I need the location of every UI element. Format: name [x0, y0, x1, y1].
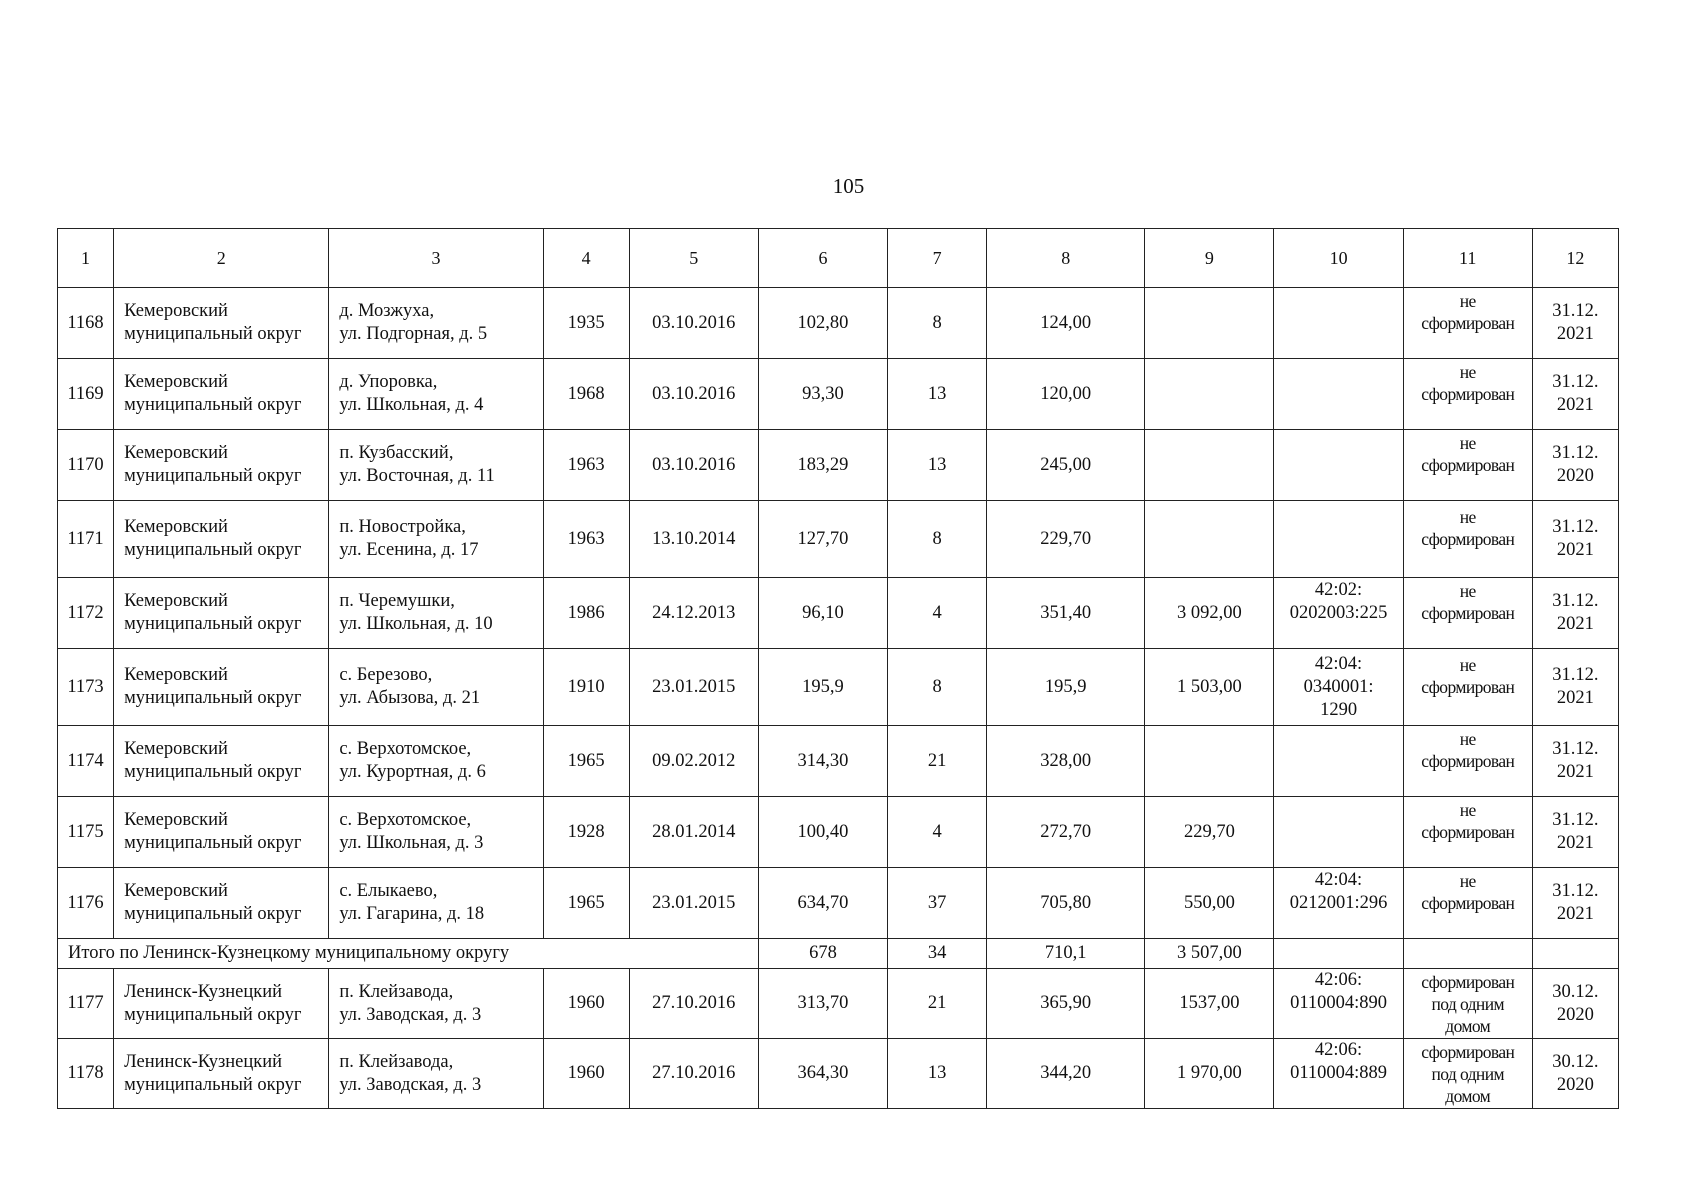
row-number: 1178	[58, 1039, 114, 1109]
cadastral-cell	[1274, 288, 1403, 359]
date-cell: 23.01.2015	[629, 649, 758, 726]
value-cell-7: 21	[888, 726, 987, 797]
cell-line: ул. Гагарина, д. 18	[339, 904, 485, 924]
status-cell	[1403, 1039, 1532, 1109]
address-cell	[329, 649, 543, 726]
status-cell	[1403, 969, 1532, 1039]
cell-line: сформирован	[1421, 603, 1515, 623]
table-row	[58, 969, 1619, 1039]
value-cell-9: 229,70	[1145, 797, 1274, 868]
due-date-cell	[1532, 969, 1618, 1039]
cell-line: 42:04:	[1314, 869, 1363, 890]
value-cell-8: 365,90	[987, 969, 1145, 1039]
column-header: 2	[114, 229, 329, 288]
value-cell-9	[1145, 501, 1274, 578]
district-cell: Кемеровский муниципальный округ	[114, 578, 329, 649]
value-cell-8: 120,00	[987, 359, 1145, 430]
value-cell-9: 1537,00	[1145, 969, 1274, 1039]
value-cell-6: 100,40	[758, 797, 887, 868]
table-row	[58, 578, 1619, 649]
district-cell: Ленинск-Кузнецкий муниципальный округ	[114, 969, 329, 1039]
status-cell	[1403, 359, 1532, 430]
total-value-6: 678	[758, 939, 887, 969]
column-header: 1	[58, 229, 114, 288]
address-cell	[329, 969, 543, 1039]
cell-line: не	[1459, 507, 1476, 527]
value-cell-6: 102,80	[758, 288, 887, 359]
date-cell: 23.01.2015	[629, 868, 758, 939]
due-date-cell	[1532, 359, 1618, 430]
value-cell-7: 8	[888, 501, 987, 578]
district-cell: Кемеровский муниципальный округ	[114, 359, 329, 430]
table-row	[58, 1039, 1619, 1109]
year-cell: 1963	[543, 430, 629, 501]
value-cell-8: 344,20	[987, 1039, 1145, 1109]
cell-line: 42:04:	[1314, 653, 1363, 674]
header-row	[58, 229, 1619, 288]
cell-line: ул. Школьная, д. 3	[339, 833, 484, 853]
cell-line: сформирован	[1421, 893, 1515, 913]
cadastral-cell	[1274, 578, 1403, 649]
cell-line: 2021	[1556, 762, 1594, 782]
cell-line: с. Елыкаево,	[339, 881, 438, 901]
value-cell-7: 4	[888, 797, 987, 868]
address-cell	[329, 797, 543, 868]
cell-line: ул. Подгорная, д. 5	[339, 324, 488, 344]
year-cell: 1968	[543, 359, 629, 430]
column-header: 7	[888, 229, 987, 288]
value-cell-8: 245,00	[987, 430, 1145, 501]
table-body	[58, 229, 1619, 1109]
cell-line: 2021	[1556, 833, 1594, 853]
value-cell-9: 3 092,00	[1145, 578, 1274, 649]
cell-line: 31.12.	[1552, 739, 1599, 759]
table-row	[58, 726, 1619, 797]
value-cell-6: 183,29	[758, 430, 887, 501]
district-cell: Ленинск-Кузнецкий муниципальный округ	[114, 1039, 329, 1109]
value-cell-9: 550,00	[1145, 868, 1274, 939]
total-value-8: 710,1	[987, 939, 1145, 969]
cell-line: 0212001:296	[1289, 892, 1388, 913]
status-cell	[1403, 430, 1532, 501]
empty-cell	[1403, 939, 1532, 969]
address-cell	[329, 501, 543, 578]
value-cell-7: 8	[888, 288, 987, 359]
register-table	[57, 228, 1619, 1109]
cell-line: 2020	[1556, 466, 1594, 486]
due-date-cell	[1532, 649, 1618, 726]
status-cell	[1403, 288, 1532, 359]
cell-line: ул. Заводская, д. 3	[339, 1004, 482, 1025]
date-cell: 24.12.2013	[629, 578, 758, 649]
table-row	[58, 797, 1619, 868]
date-cell: 28.01.2014	[629, 797, 758, 868]
due-date-cell	[1532, 1039, 1618, 1109]
status-cell	[1403, 649, 1532, 726]
cell-line: под одним	[1431, 1063, 1504, 1084]
value-cell-8: 328,00	[987, 726, 1145, 797]
cell-line: п. Новостройка,	[339, 517, 466, 537]
value-cell-6: 127,70	[758, 501, 887, 578]
cell-line: сформирован	[1421, 751, 1515, 771]
cell-line: 42:02:	[1314, 579, 1363, 600]
due-date-cell	[1532, 288, 1618, 359]
value-cell-9: 1 503,00	[1145, 649, 1274, 726]
cell-line: д. Упоровка,	[339, 372, 438, 392]
table-row	[58, 868, 1619, 939]
value-cell-7: 4	[888, 578, 987, 649]
cell-line: сформирован	[1421, 384, 1515, 404]
district-cell: Кемеровский муниципальный округ	[114, 797, 329, 868]
due-date-cell	[1532, 726, 1618, 797]
cell-line: не	[1459, 433, 1476, 453]
cell-line: 2021	[1556, 324, 1594, 344]
address-cell	[329, 1039, 543, 1109]
cell-line: с. Березово,	[339, 665, 433, 685]
cell-line: ул. Школьная, д. 4	[339, 395, 484, 415]
value-cell-6: 195,9	[758, 649, 887, 726]
value-cell-6: 634,70	[758, 868, 887, 939]
cell-line: сформирован	[1421, 455, 1515, 475]
cell-line: 31.12.	[1552, 372, 1599, 392]
cell-line: 1290	[1320, 699, 1358, 720]
row-number: 1176	[58, 868, 114, 939]
value-cell-7: 13	[888, 1039, 987, 1109]
cell-line: не	[1459, 362, 1476, 382]
cell-line: 2021	[1556, 395, 1594, 415]
district-cell: Кемеровский муниципальный округ	[114, 726, 329, 797]
due-date-cell	[1532, 430, 1618, 501]
date-cell: 13.10.2014	[629, 501, 758, 578]
cell-line: 31.12.	[1552, 881, 1599, 901]
cell-line: 42:06:	[1314, 1040, 1363, 1060]
address-cell	[329, 359, 543, 430]
cell-line: ул. Абызова, д. 21	[339, 688, 481, 708]
column-header: 11	[1403, 229, 1532, 288]
value-cell-7: 37	[888, 868, 987, 939]
value-cell-8: 705,80	[987, 868, 1145, 939]
cell-line: 31.12.	[1552, 665, 1599, 685]
table-row	[58, 288, 1619, 359]
cell-line: ул. Восточная, д. 11	[339, 466, 495, 486]
cell-line: сформирован	[1421, 313, 1515, 333]
row-number: 1173	[58, 649, 114, 726]
address-cell	[329, 288, 543, 359]
cell-line: 31.12.	[1552, 517, 1599, 537]
cell-line: сформирован	[1421, 677, 1515, 697]
table-row	[58, 501, 1619, 578]
status-cell	[1403, 578, 1532, 649]
row-number: 1174	[58, 726, 114, 797]
cadastral-cell	[1274, 1039, 1403, 1109]
empty-cell	[1274, 939, 1403, 969]
cell-line: сформирован	[1421, 529, 1515, 549]
column-header: 12	[1532, 229, 1618, 288]
status-cell	[1403, 501, 1532, 578]
value-cell-6: 313,70	[758, 969, 887, 1039]
cell-line: сформирован	[1421, 1041, 1515, 1062]
total-value-7: 34	[888, 939, 987, 969]
value-cell-8: 272,70	[987, 797, 1145, 868]
total-label: Итого по Ленинск-Кузнецкому муниципальному округу	[58, 939, 759, 969]
row-number: 1170	[58, 430, 114, 501]
value-cell-9	[1145, 726, 1274, 797]
page-number: 105	[832, 174, 865, 198]
due-date-cell	[1532, 797, 1618, 868]
cadastral-cell	[1274, 649, 1403, 726]
empty-cell	[1532, 939, 1618, 969]
year-cell: 1910	[543, 649, 629, 726]
value-cell-6: 364,30	[758, 1039, 887, 1109]
address-cell	[329, 868, 543, 939]
cell-line: 31.12.	[1552, 301, 1599, 321]
date-cell: 03.10.2016	[629, 359, 758, 430]
value-cell-6: 314,30	[758, 726, 887, 797]
cell-line: 42:06:	[1314, 970, 1363, 990]
value-cell-8: 351,40	[987, 578, 1145, 649]
cell-line: 0110004:889	[1290, 1063, 1388, 1083]
status-cell	[1403, 797, 1532, 868]
column-header: 9	[1145, 229, 1274, 288]
cadastral-cell	[1274, 430, 1403, 501]
cell-line: не	[1459, 800, 1476, 820]
cell-line: 31.12.	[1552, 591, 1599, 611]
cell-line: 2020	[1556, 1004, 1594, 1025]
value-cell-8: 124,00	[987, 288, 1145, 359]
cadastral-cell	[1274, 726, 1403, 797]
status-cell	[1403, 726, 1532, 797]
column-header: 8	[987, 229, 1145, 288]
cell-line: 31.12.	[1552, 443, 1599, 463]
table-row	[58, 649, 1619, 726]
cell-line: не	[1459, 291, 1476, 311]
value-cell-9	[1145, 430, 1274, 501]
district-cell: Кемеровский муниципальный округ	[114, 649, 329, 726]
district-cell: Кемеровский муниципальный округ	[114, 288, 329, 359]
cell-line: д. Мозжуха,	[339, 301, 435, 321]
date-cell: 03.10.2016	[629, 288, 758, 359]
value-cell-6: 96,10	[758, 578, 887, 649]
cell-line: 30.12.	[1552, 1051, 1599, 1072]
cell-line: п. Клейзавода,	[339, 981, 454, 1002]
column-header: 4	[543, 229, 629, 288]
cell-line: не	[1459, 581, 1476, 601]
date-cell: 27.10.2016	[629, 969, 758, 1039]
due-date-cell	[1532, 501, 1618, 578]
column-header: 6	[758, 229, 887, 288]
cell-line: сформирован	[1421, 971, 1515, 992]
cell-line: не	[1459, 655, 1476, 675]
year-cell: 1965	[543, 868, 629, 939]
year-cell: 1960	[543, 969, 629, 1039]
row-number: 1171	[58, 501, 114, 578]
cell-line: ул. Школьная, д. 10	[339, 614, 493, 634]
cell-line: 0340001:	[1303, 676, 1374, 697]
cell-line: сформирован	[1421, 822, 1515, 842]
district-cell: Кемеровский муниципальный округ	[114, 868, 329, 939]
cell-line: ул. Заводская, д. 3	[339, 1074, 482, 1095]
value-cell-7: 13	[888, 359, 987, 430]
cell-line: п. Черемушки,	[339, 591, 455, 611]
status-cell	[1403, 868, 1532, 939]
column-header: 3	[329, 229, 543, 288]
cell-line: 2021	[1556, 688, 1594, 708]
year-cell: 1963	[543, 501, 629, 578]
value-cell-7: 8	[888, 649, 987, 726]
column-header: 5	[629, 229, 758, 288]
date-cell: 09.02.2012	[629, 726, 758, 797]
row-number: 1175	[58, 797, 114, 868]
table-row	[58, 430, 1619, 501]
row-number: 1169	[58, 359, 114, 430]
row-number: 1168	[58, 288, 114, 359]
address-cell	[329, 726, 543, 797]
value-cell-7: 21	[888, 969, 987, 1039]
address-cell	[329, 430, 543, 501]
cell-line: 2021	[1556, 904, 1594, 924]
year-cell: 1965	[543, 726, 629, 797]
cadastral-cell	[1274, 868, 1403, 939]
cell-line: 2020	[1556, 1074, 1594, 1095]
value-cell-8: 195,9	[987, 649, 1145, 726]
cell-line: 2021	[1556, 540, 1594, 560]
value-cell-8: 229,70	[987, 501, 1145, 578]
cell-line: ул. Курортная, д. 6	[339, 762, 486, 782]
cell-line: п. Кузбасский,	[339, 443, 454, 463]
date-cell: 03.10.2016	[629, 430, 758, 501]
cell-line: 31.12.	[1552, 810, 1599, 830]
district-cell: Кемеровский муниципальный округ	[114, 430, 329, 501]
year-cell: 1960	[543, 1039, 629, 1109]
due-date-cell	[1532, 578, 1618, 649]
year-cell: 1935	[543, 288, 629, 359]
table-row	[58, 359, 1619, 430]
cell-line: не	[1459, 871, 1476, 891]
cell-line: 2021	[1556, 614, 1594, 634]
cell-line: 30.12.	[1552, 981, 1599, 1002]
address-cell	[329, 578, 543, 649]
cadastral-cell	[1274, 969, 1403, 1039]
cell-line: ул. Есенина, д. 17	[339, 540, 479, 560]
row-number: 1172	[58, 578, 114, 649]
cell-line: с. Верхотомское,	[339, 810, 472, 830]
date-cell: 27.10.2016	[629, 1039, 758, 1109]
cell-line: не	[1459, 729, 1476, 749]
district-cell: Кемеровский муниципальный округ	[114, 501, 329, 578]
cadastral-cell	[1274, 501, 1403, 578]
cell-line: п. Клейзавода,	[339, 1051, 454, 1072]
value-cell-7: 13	[888, 430, 987, 501]
year-cell: 1986	[543, 578, 629, 649]
total-row	[58, 939, 1619, 969]
cadastral-cell	[1274, 797, 1403, 868]
value-cell-9: 1 970,00	[1145, 1039, 1274, 1109]
year-cell: 1928	[543, 797, 629, 868]
cell-line: домом	[1445, 1085, 1491, 1106]
cell-line: с. Верхотомское,	[339, 739, 472, 759]
total-value-9: 3 507,00	[1145, 939, 1274, 969]
row-number: 1177	[58, 969, 114, 1039]
cell-line: домом	[1445, 1015, 1491, 1036]
cell-line: 0202003:225	[1289, 602, 1388, 623]
column-header: 10	[1274, 229, 1403, 288]
cell-line: 0110004:890	[1290, 993, 1388, 1013]
value-cell-9	[1145, 288, 1274, 359]
value-cell-6: 93,30	[758, 359, 887, 430]
cadastral-cell	[1274, 359, 1403, 430]
due-date-cell	[1532, 868, 1618, 939]
value-cell-9	[1145, 359, 1274, 430]
cell-line: под одним	[1431, 993, 1504, 1014]
